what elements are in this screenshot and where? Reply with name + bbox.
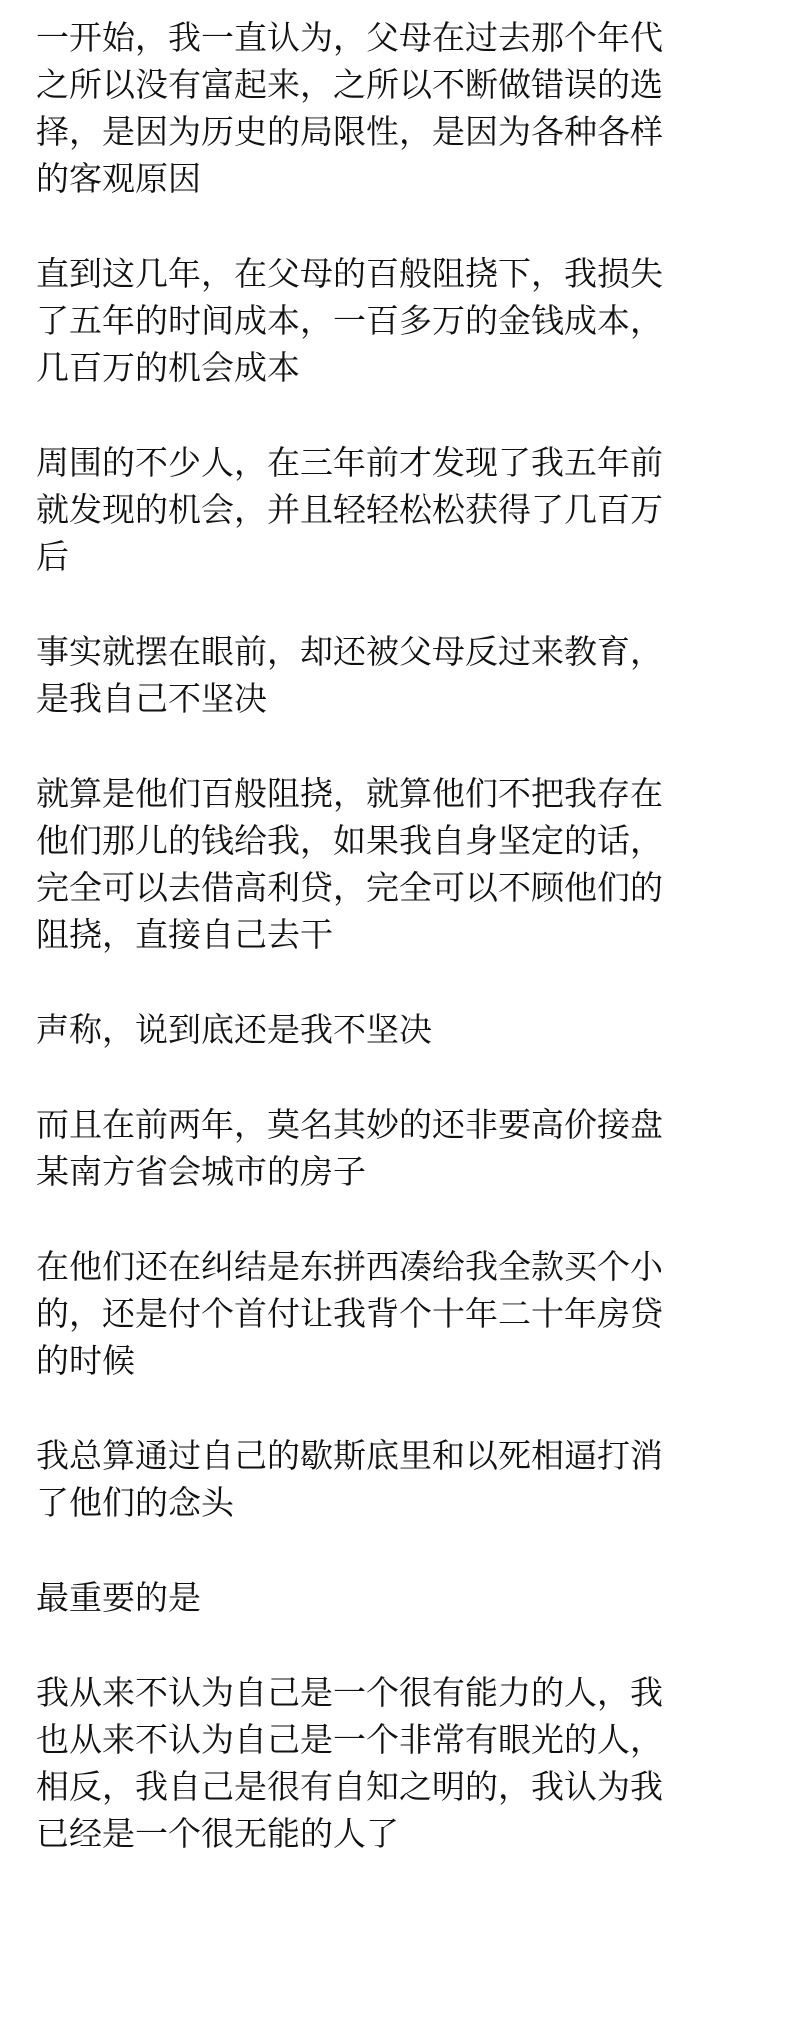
- paragraph-7: 而且在前两年，莫名其妙的还非要高价接盘 某南方省会城市的房子: [36, 1105, 663, 1191]
- article-body: [36, 0, 776, 2017]
- paragraph-2: 直到这几年，在父母的百般阻挠下，我损失 了五年的时间成本，一百多万的金钱成本， 几百万的机会成本: [36, 254, 663, 387]
- paragraph-6: 声称，说到底还是我不坚决: [36, 1010, 432, 1049]
- paragraph-1: 一开始，我一直认为，父母在过去那个年代 之所以没有富起来，之所以不断做错误的选 择，是因为历史的局限性，是因为各种各样 的客观原因: [36, 18, 663, 198]
- paragraph-8: 在他们还在纠结是东拼西凑给我全款买个小 的，还是付个首付让我背个十年二十年房贷 的时候: [36, 1247, 663, 1380]
- paragraph-11: 我从来不认为自己是一个很有能力的人，我 也从来不认为自己是一个非常有眼光的人， 相反，我自己是很有自知之明的，我认为我 已经是一个很无能的人了: [36, 1673, 663, 1853]
- paragraph-4: 事实就摆在眼前，却还被父母反过来教育， 是我自己不坚决: [36, 632, 663, 718]
- cut-off-text-line: [36, 1905, 776, 1943]
- paragraph-5: 就算是他们百般阻挠，就算他们不把我存在 他们那儿的钱给我，如果我自身坚定的话， 完全可以去借高利贷，完全可以不顾他们的 阻挠，直接自己去干: [36, 774, 663, 954]
- paragraph-10: 最重要的是: [36, 1578, 201, 1617]
- paragraph-9: 我总算通过自己的歇斯底里和以死相逼打消 了他们的念头: [36, 1436, 663, 1522]
- paragraph-3: 周围的不少人，在三年前才发现了我五年前 就发现的机会，并且轻轻松松获得了几百万 后: [36, 443, 663, 576]
